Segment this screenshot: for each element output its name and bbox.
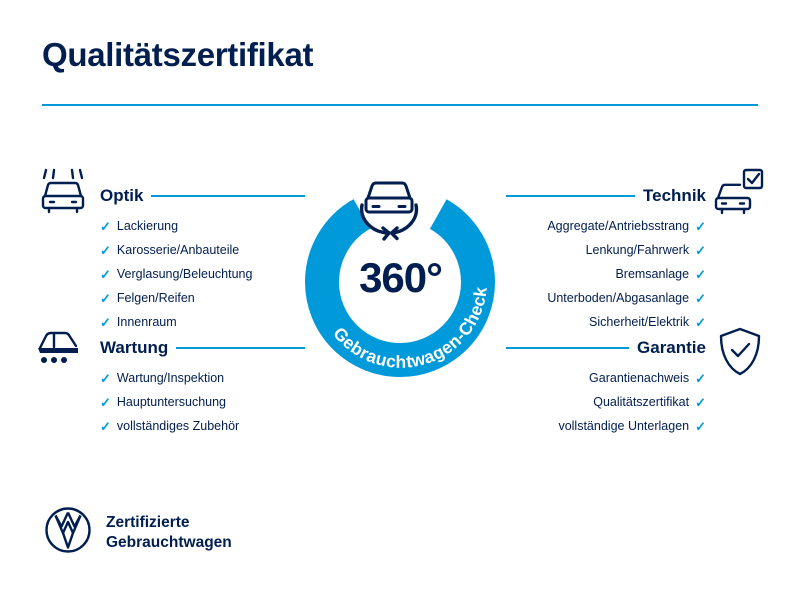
list-item-label: Wartung/Inspektion	[116, 371, 225, 386]
list-item-label: Felgen/Reifen	[116, 291, 195, 306]
section-header-wartung	[100, 338, 305, 358]
section-header-technik	[506, 186, 706, 206]
list-item-label: Unterboden/Abgasanlage	[547, 291, 690, 306]
list-item	[506, 372, 706, 385]
section-divider	[506, 195, 635, 197]
list-item	[506, 316, 706, 329]
list-item	[506, 420, 706, 433]
header-divider	[42, 104, 758, 106]
refresh-arrows-icon	[362, 205, 417, 239]
list-item-label: Karosserie/Anbauteile	[116, 243, 240, 258]
check-icon: ✓	[100, 315, 111, 330]
footer-line-2: Gebrauchtwagen	[106, 533, 232, 551]
list-item	[506, 244, 706, 257]
list-item-label: Lenkung/Fahrwerk	[585, 243, 690, 258]
list-item	[100, 268, 305, 281]
car-lift-icon	[34, 322, 90, 377]
checklist-optik	[100, 220, 305, 329]
list-item	[100, 372, 305, 385]
page-title: Qualitätszertifikat	[42, 36, 314, 73]
section-title: Wartung	[100, 338, 169, 357]
check-icon: ✓	[100, 419, 111, 434]
list-item-label: vollständiges Zubehör	[116, 419, 240, 434]
list-item-label: Garantienachweis	[589, 371, 690, 386]
360-check-graphic	[288, 150, 513, 390]
list-item	[100, 292, 305, 305]
check-icon: ✓	[695, 371, 706, 386]
car-checklist-icon	[714, 166, 766, 223]
list-item-label: Bremsanlage	[615, 267, 690, 282]
check-icon: ✓	[695, 219, 706, 234]
check-icon: ✓	[100, 219, 111, 234]
section-title: Technik	[643, 186, 706, 205]
check-icon: ✓	[695, 291, 706, 306]
center-number: 360°	[359, 254, 442, 301]
section-header-optik	[100, 186, 305, 206]
list-item	[506, 268, 706, 281]
check-icon: ✓	[100, 371, 111, 386]
section-technik	[506, 186, 706, 345]
list-item	[100, 244, 305, 257]
car-front-icon	[366, 183, 412, 212]
arc-label: Gebrauchtwagen-Check	[329, 285, 491, 372]
section-divider	[506, 347, 629, 349]
section-optik	[100, 186, 305, 345]
check-icon: ✓	[695, 243, 706, 258]
footer-line-1: Zertifizierte	[106, 514, 190, 532]
footer	[44, 506, 232, 559]
section-garantie	[506, 338, 706, 449]
check-icon: ✓	[695, 395, 706, 410]
check-icon: ✓	[695, 315, 706, 330]
list-item	[100, 316, 305, 329]
list-item-label: Verglasung/Beleuchtung	[116, 267, 253, 282]
car-wash-icon	[38, 166, 88, 223]
list-item-label: Qualitätszertifikat	[593, 395, 690, 410]
checklist-garantie	[506, 372, 706, 433]
check-icon: ✓	[100, 267, 111, 282]
checklist-wartung	[100, 372, 305, 433]
list-item-label: Hauptuntersuchung	[116, 395, 227, 410]
check-icon: ✓	[695, 419, 706, 434]
list-item-label: vollständige Unterlagen	[558, 419, 690, 434]
list-item-label: Innenraum	[116, 315, 177, 330]
list-item-label: Lackierung	[116, 219, 179, 234]
section-divider	[151, 195, 305, 197]
section-title: Garantie	[637, 338, 706, 357]
section-wartung	[100, 338, 305, 449]
list-item	[506, 220, 706, 233]
list-item	[506, 292, 706, 305]
list-item	[506, 396, 706, 409]
list-item	[100, 420, 305, 433]
section-title: Optik	[100, 186, 144, 205]
section-header-garantie	[506, 338, 706, 358]
list-item-label: Aggregate/Antriebsstrang	[547, 219, 690, 234]
list-item	[100, 396, 305, 409]
vw-logo	[44, 506, 92, 559]
list-item-label: Sicherheit/Elektrik	[589, 315, 690, 330]
checklist-technik	[506, 220, 706, 329]
list-item	[100, 220, 305, 233]
check-icon: ✓	[100, 291, 111, 306]
check-icon: ✓	[100, 395, 111, 410]
check-icon: ✓	[695, 267, 706, 282]
footer-text	[106, 513, 232, 552]
section-divider	[176, 347, 305, 349]
check-icon: ✓	[100, 243, 111, 258]
shield-check-icon	[716, 326, 764, 383]
